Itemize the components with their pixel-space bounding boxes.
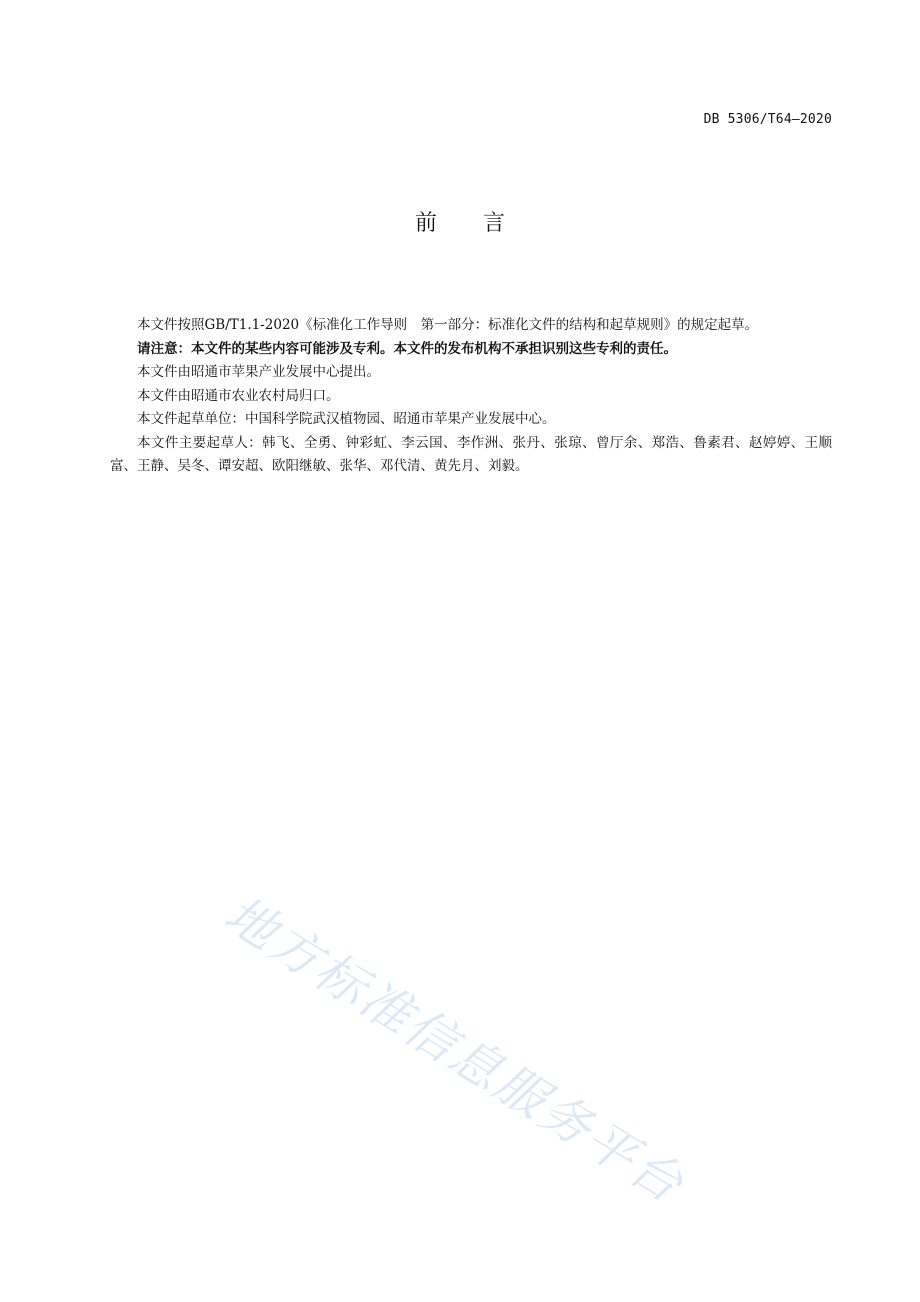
preface-body	[110, 314, 832, 479]
paragraph-patent-notice: 请注意：本文件的某些内容可能涉及专利。本文件的发布机构不承担识别这些专利的责任。	[137, 340, 677, 357]
paragraph-drafters: 本文件主要起草人：韩飞、全勇、钟彩虹、李云国、李作洲、张丹、张琼、曾厅余、郑浩、鲁素君、赵婷婷、王顺富、王静、吴冬、谭安超、欧阳继敏、张华、邓代清、黄先月、刘毅。	[110, 434, 832, 474]
paragraph-administrator: 本文件由昭通市农业农村局归口。	[137, 387, 340, 404]
watermark: 地方标准信息服务平台	[214, 884, 695, 1215]
page-title: 前言	[414, 211, 551, 236]
document-code: DB 5306/T64—2020	[703, 112, 832, 127]
paragraph-drafting-rules: 本文件按照GB/T1.1-2020《标准化工作导则 第一部分：标准化文件的结构和起草规则》的规定起草。	[137, 317, 759, 333]
paragraph-drafting-units: 本文件起草单位：中国科学院武汉植物园、昭通市苹果产业发展中心。	[137, 411, 556, 427]
paragraph-proposer: 本文件由昭通市苹果产业发展中心提出。	[137, 364, 380, 380]
